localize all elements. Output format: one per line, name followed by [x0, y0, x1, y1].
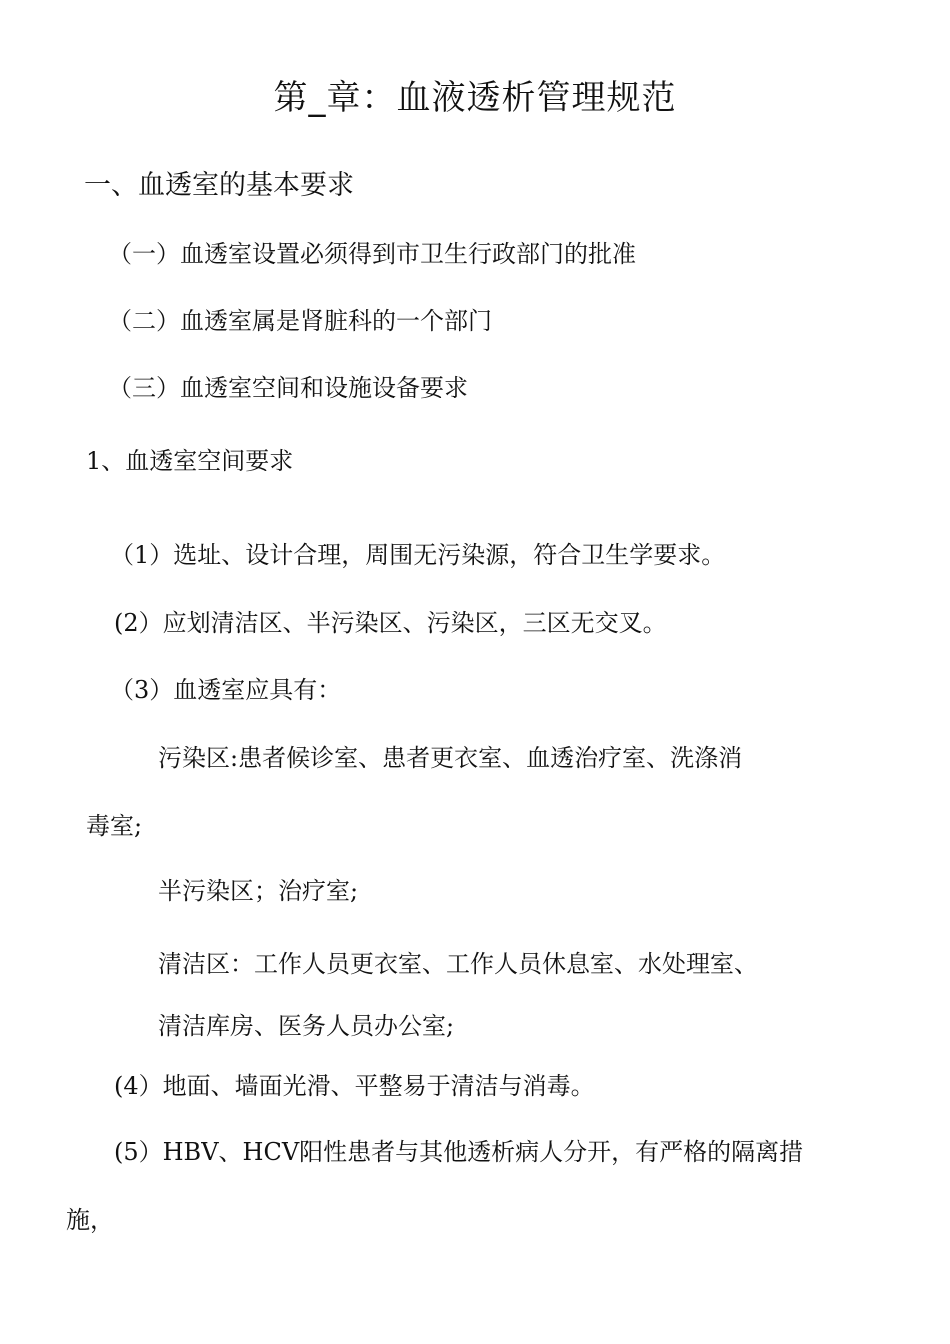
- zone-contaminated-continued: 毒室;: [86, 812, 143, 840]
- zone-clean-continued: 清洁库房、医务人员办公室;: [158, 1012, 455, 1040]
- zone-contaminated: 污染区:患者候诊室、患者更衣室、血透治疗室、洗涤消: [158, 744, 743, 772]
- requirement-point: （1）选址、设计合理，周围无污染源，符合卫生学要求。: [110, 541, 726, 569]
- requirement-point-continued: 施，: [66, 1206, 114, 1234]
- document-title: 第_章：血液透析管理规范: [273, 78, 677, 118]
- section-item: （二）血透室属是肾脏科的一个部门: [108, 307, 492, 335]
- requirement-point: （3）血透室应具有：: [110, 676, 342, 704]
- subsection-heading: 1、血透室空间要求: [86, 447, 294, 475]
- section-heading: 一、血透室的基本要求: [84, 170, 354, 201]
- zone-clean: 清洁区：工作人员更衣室、工作人员休息室、水处理室、: [158, 950, 758, 978]
- section-item: （三）血透室空间和设施设备要求: [108, 374, 468, 402]
- requirement-point: (2）应划清洁区、半污染区、污染区，三区无交叉。: [114, 609, 667, 637]
- requirement-point: (4）地面、墙面光滑、平整易于清洁与消毒。: [114, 1072, 595, 1100]
- section-item: （一）血透室设置必须得到市卫生行政部门的批准: [108, 240, 636, 268]
- requirement-point: (5）HBV、HCV阳性患者与其他透析病人分开，有严格的隔离措: [114, 1138, 804, 1166]
- zone-semi-contaminated: 半污染区；治疗室;: [158, 877, 359, 905]
